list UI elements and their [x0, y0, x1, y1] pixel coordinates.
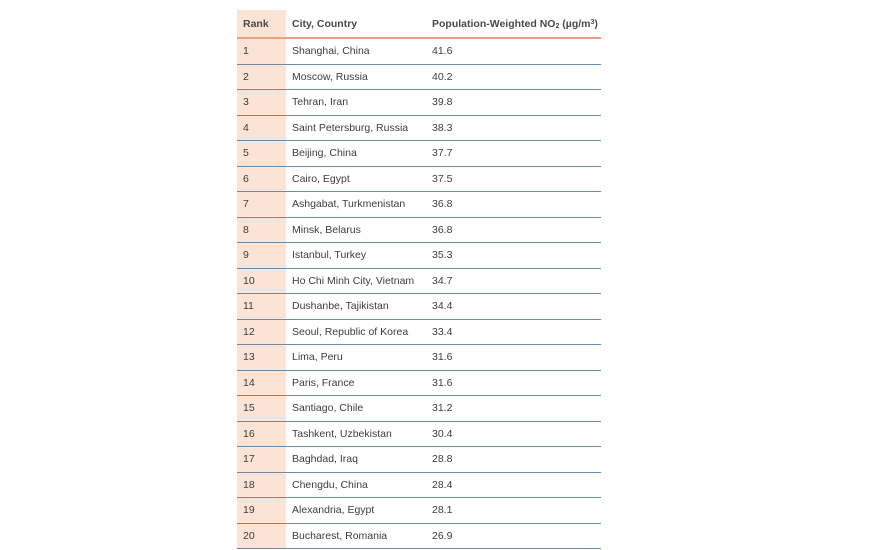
table-row: [237, 166, 601, 192]
rank-cell: 19: [237, 498, 286, 524]
value-column-header: [426, 10, 601, 38]
value-header-unit: (µg/m: [559, 17, 591, 30]
no2-ranking-table: [237, 10, 601, 549]
table-row: [237, 319, 601, 345]
city-cell: Dushanbe, Tajikistan: [286, 294, 426, 320]
city-cell: Moscow, Russia: [286, 64, 426, 90]
city-cell: Tehran, Iran: [286, 90, 426, 116]
rank-cell: 12: [237, 319, 286, 345]
table-row: [237, 523, 601, 549]
city-cell: Lima, Peru: [286, 345, 426, 371]
value-cell: 37.7: [426, 141, 601, 167]
rank-cell: 2: [237, 64, 286, 90]
ranking-table-container: [237, 10, 601, 549]
table-row: [237, 447, 601, 473]
rank-cell: 8: [237, 217, 286, 243]
value-header-prefix: Population-Weighted NO: [432, 17, 556, 30]
city-column-header: City, Country: [286, 10, 426, 38]
rank-column-header: Rank: [237, 10, 286, 38]
rank-cell: 20: [237, 523, 286, 549]
rank-cell: 7: [237, 192, 286, 218]
table-row: [237, 243, 601, 269]
table-row: [237, 498, 601, 524]
table-row: [237, 421, 601, 447]
city-cell: Ashgabat, Turkmenistan: [286, 192, 426, 218]
city-cell: Bucharest, Romania: [286, 523, 426, 549]
table-row: [237, 472, 601, 498]
value-cell: 36.8: [426, 192, 601, 218]
value-cell: 31.6: [426, 370, 601, 396]
rank-cell: 1: [237, 38, 286, 64]
table-row: [237, 64, 601, 90]
city-cell: Ho Chi Minh City, Vietnam: [286, 268, 426, 294]
value-cell: 33.4: [426, 319, 601, 345]
table-row: [237, 38, 601, 64]
table-header-row: [237, 10, 601, 38]
value-cell: 30.4: [426, 421, 601, 447]
rank-cell: 18: [237, 472, 286, 498]
table-row: [237, 141, 601, 167]
rank-cell: 5: [237, 141, 286, 167]
rank-cell: 10: [237, 268, 286, 294]
city-cell: Tashkent, Uzbekistan: [286, 421, 426, 447]
value-cell: 36.8: [426, 217, 601, 243]
table-row: [237, 370, 601, 396]
value-header-subscript: 2: [555, 22, 560, 30]
city-cell: Baghdad, Iraq: [286, 447, 426, 473]
value-cell: 41.6: [426, 38, 601, 64]
city-cell: Santiago, Chile: [286, 396, 426, 422]
rank-cell: 6: [237, 166, 286, 192]
rank-cell: 11: [237, 294, 286, 320]
value-cell: 37.5: [426, 166, 601, 192]
rank-cell: 13: [237, 345, 286, 371]
city-cell: Istanbul, Turkey: [286, 243, 426, 269]
value-cell: 38.3: [426, 115, 601, 141]
table-row: [237, 294, 601, 320]
city-cell: Seoul, Republic of Korea: [286, 319, 426, 345]
value-cell: 39.8: [426, 90, 601, 116]
value-cell: 31.6: [426, 345, 601, 371]
table-row: [237, 345, 601, 371]
city-cell: Beijing, China: [286, 141, 426, 167]
value-cell: 28.1: [426, 498, 601, 524]
rank-cell: 16: [237, 421, 286, 447]
value-cell: 34.7: [426, 268, 601, 294]
value-cell: 40.2: [426, 64, 601, 90]
rank-cell: 9: [237, 243, 286, 269]
value-cell: 34.4: [426, 294, 601, 320]
value-header-suffix: ): [594, 17, 598, 30]
city-cell: Chengdu, China: [286, 472, 426, 498]
table-row: [237, 396, 601, 422]
value-cell: 35.3: [426, 243, 601, 269]
rank-cell: 15: [237, 396, 286, 422]
table-row: [237, 115, 601, 141]
city-cell: Minsk, Belarus: [286, 217, 426, 243]
city-cell: Cairo, Egypt: [286, 166, 426, 192]
value-cell: 28.4: [426, 472, 601, 498]
value-header-superscript: 3: [590, 18, 595, 26]
table-row: [237, 268, 601, 294]
rank-cell: 17: [237, 447, 286, 473]
city-cell: Alexandria, Egypt: [286, 498, 426, 524]
city-cell: Shanghai, China: [286, 38, 426, 64]
table-row: [237, 90, 601, 116]
rank-cell: 4: [237, 115, 286, 141]
table-row: [237, 192, 601, 218]
table-body: [237, 38, 601, 549]
rank-cell: 3: [237, 90, 286, 116]
value-cell: 28.8: [426, 447, 601, 473]
city-cell: Saint Petersburg, Russia: [286, 115, 426, 141]
value-cell: 26.9: [426, 523, 601, 549]
rank-cell: 14: [237, 370, 286, 396]
city-cell: Paris, France: [286, 370, 426, 396]
value-cell: 31.2: [426, 396, 601, 422]
table-row: [237, 217, 601, 243]
